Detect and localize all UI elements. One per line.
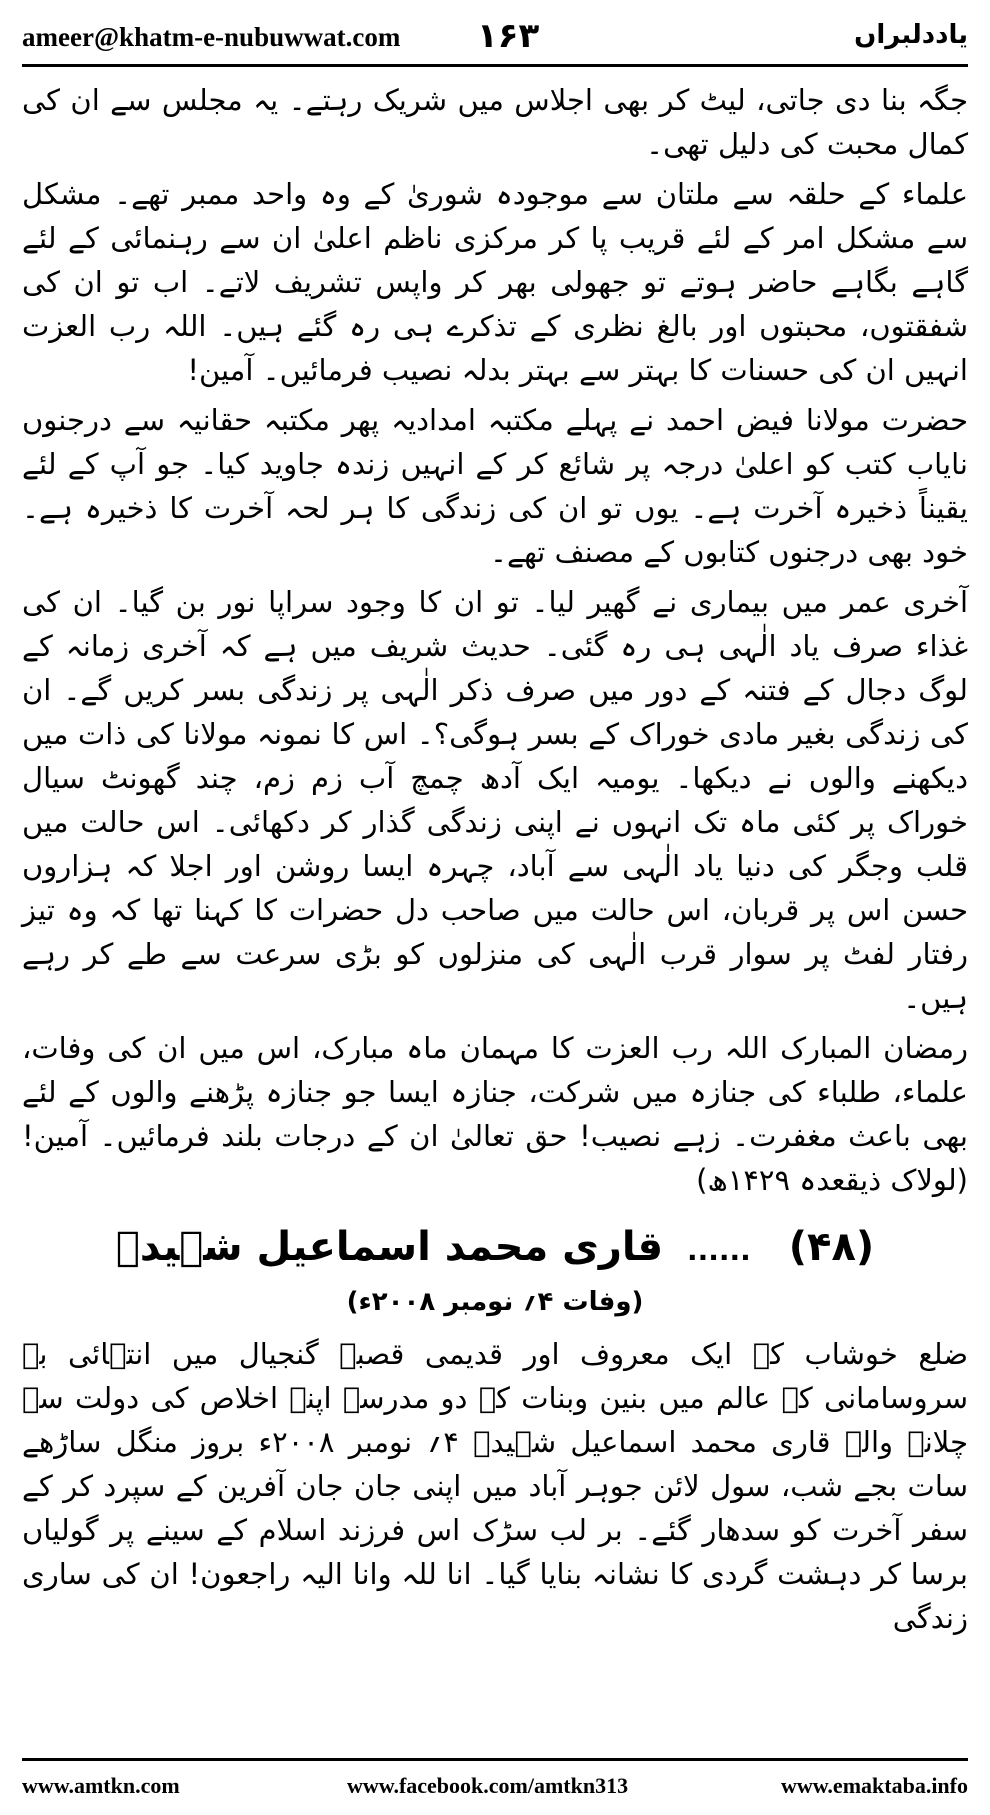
- header-email: ameer@khatm-e-nubuwwat.com: [22, 22, 401, 52]
- paragraph-1: جگہ بنا دی جاتی، لیٹ کر بھی اجلاس میں شریک رہتے۔ یہ مجلس سے ان کی کمال محبت کی دلیل تھی۔: [22, 83, 968, 161]
- section-title: قاری محمد اسماعیل شہیدؒ: [115, 1224, 664, 1270]
- page-body: [22, 78, 968, 1646]
- page-header: [22, 14, 968, 67]
- page-footer: [22, 1758, 968, 1805]
- section-subtitle: (وفات ۴؍ نومبر ۲۰۰۸ء): [346, 1287, 644, 1317]
- paragraph-3: حضرت مولانا فیض احمد نے پہلے مکتبہ امدادیہ پھر مکتبہ حقانیہ سے درجنوں نایاب کتب کو اعلیٰ درجہ پر شائع کر کے انہیں زندہ جاوید کیا۔ جو آپ کے لئے یقیناً ذخیرہ آخرت ہے۔ یوں تو ان کی زندگی کا ہر لحہ آخرت کا ذخیرہ ہے۔ خود بھی درجنوں کتابوں کے مصنف تھے۔: [22, 403, 968, 569]
- paragraph-5: رمضان المبارک اللہ رب العزت کا مہمان ماہ مبارک، اس میں ان کی وفات، علماء، طلباء کی جنازہ میں شرکت، جنازہ ایسا جو جنازہ پڑھنے والوں کے لئے بھی باعث مغفرت۔ زہے نصیب! حق تعالیٰ ان کے درجات بلند فرمائیں۔ آمین! (لولاک ذیقعدہ ۱۴۲۹ھ): [22, 1031, 968, 1197]
- section-number: (۴۸): [788, 1224, 875, 1270]
- book-title: یاددلبراں: [854, 20, 968, 50]
- footer-site-1[interactable]: www.amtkn.com: [22, 1773, 180, 1798]
- footer-site-3[interactable]: www.emaktaba.info: [780, 1773, 968, 1798]
- section-heading: [22, 1220, 968, 1278]
- section-paragraph-1: ضلع خوشاب کے ایک معروف اور قدیمی قصبہ گنجیال میں انتہائی بے سروسامانی کے عالم میں بنین وبنات کے دو مدرسے اپنے اخلاص کی دولت سے چلانے والے قاری محمد اسماعیل شہیدؒ ۴؍ نومبر ۲۰۰۸ء بروز منگل ساڑھے سات بجے شب، سول لائن جوہر آباد میں اپنی جان جان آفرین کے سپرد کر کے سفر آخرت کو سدھار گئے۔ بر لب سڑک اس فرزند اسلام کے سینے پر گولیاں برسا کر دہشت گردی کا نشانہ بنایا گیا۔ انا للہ وانا الیہ راجعون! ان کی ساری زندگی: [22, 1337, 969, 1635]
- page-number: ۱۶۳: [477, 16, 540, 56]
- paragraph-2: علماء کے حلقہ سے ملتان سے موجودہ شوریٰ کے وہ واحد ممبر تھے۔ مشکل سے مشکل امر کے لئے قریب پا کر مرکزی ناظم اعلیٰ ان سے رہنمائی کے لئے گاہے بگاہے حاضر ہوتے تو جھولی بھر کر واپس تشریف لاتے۔ اب تو ان کی شفقتوں، محبتوں اور بالغ نظری کے تذکرے ہی رہ گئے ہیں۔ اللہ رب العزت انہیں ان کی حسنات کا بہتر سے بہتر بدلہ نصیب فرمائیں۔ آمین!: [22, 177, 968, 387]
- footer-site-2[interactable]: www.facebook.com/amtkn313: [347, 1773, 629, 1798]
- section-dots: ......: [687, 1234, 751, 1267]
- paragraph-4: آخری عمر میں بیماری نے گھیر لیا۔ تو ان کا وجود سراپا نور بن گیا۔ ان کی غذاء صرف یاد الٰہی ہی رہ گئی۔ حدیث شریف میں ہے کہ آخری زمانہ کے لوگ دجال کے فتنہ کے دور میں صرف ذکر الٰہی پر زندگی بسر کریں گے۔ ان کی زندگی بغیر مادی خوراک کے بسر ہوگی؟۔ اس کا نمونہ مولانا کی ذات میں دیکھنے والوں نے دیکھا۔ یومیہ ایک آدھ چمچ آب زم زم، چند گھونٹ سیال خوراک پر کئی ماہ تک انہوں نے اپنی زندگی گذار کر دکھائی۔ اس حالت میں قلب وجگر کی دنیا یاد الٰہی سے آباد، چہرہ ایسا روشن اور اجلا کہ ہزاروں حسن اس پر قربان، اس حالت میں صاحب دل حضرات کا کہنا تھا کہ وہ تیز رفتار لفٹ پر سوار قرب الٰہی کی منزلوں کو بڑی سرعت سے طے کر رہے ہیں۔: [22, 585, 968, 1015]
